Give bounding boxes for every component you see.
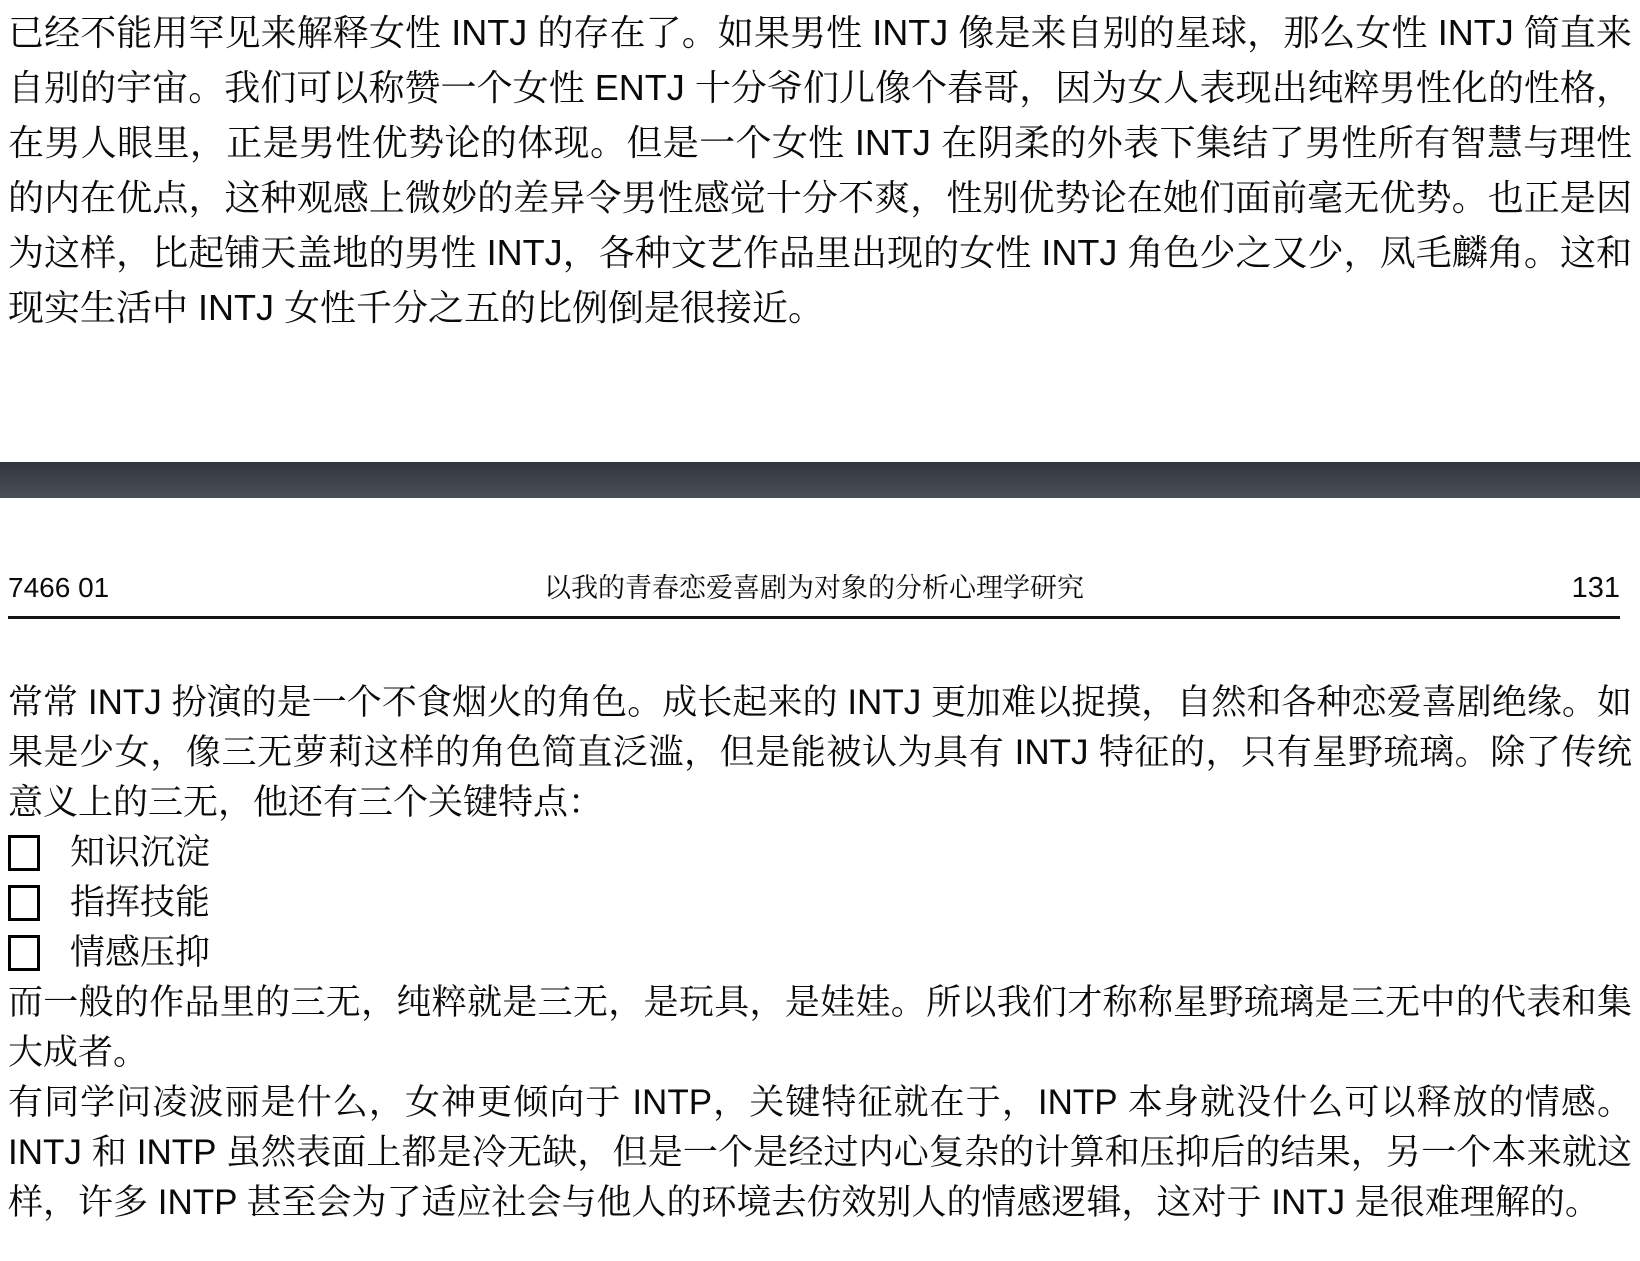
header-page-number: 131 <box>1571 572 1620 604</box>
page-header <box>8 566 1620 619</box>
empty-checkbox-icon <box>8 885 40 921</box>
header-title: 以我的青春恋爱喜剧为对象的分析心理学研究 <box>544 573 1084 603</box>
page-body <box>8 678 1632 1228</box>
paragraph-intj-roles: 常常 INTJ 扮演的是一个不食烟火的角色。成长起来的 INTJ 更加难以捉摸，自然和各种恋爱喜剧绝缘。如果是少女，像三无萝莉这样的角色简直泛滥，但是能被认为具有 INTJ 特征的，只有星野琉璃。除了传统意义上的三无，他还有三个关键特点： <box>8 683 1632 822</box>
trait-label: 指挥技能 <box>70 883 211 922</box>
paragraph-intp-comparison: 有同学问凌波丽是什么，女神更倾向于 INTP，关键特征就在于，INTP 本身就没什么可以释放的情感。INTJ 和 INTP 虽然表面上都是冷无缺，但是一个是经过内心复杂的计算和压抑后的结果，另一个本来就这样，许多 INTP 甚至会为了适应社会与他人的环境去仿效别人的情感逻辑，这对于 INTJ 是很难理解的。 <box>8 1083 1632 1222</box>
trait-list <box>8 828 1632 978</box>
previous-page-paragraph: 已经不能用罕见来解释女性 INTJ 的存在了。如果男性 INTJ 像是来自别的星球，那么女性 INTJ 简直来自别的宇宙。我们可以称赞一个女性 ENTJ 十分爷们儿像个春哥，因为女人表现出纯粹男性化的性格，在男人眼里，正是男性优势论的体现。但是一个女性 INTJ 在阴柔的外表下集结了男性所有智慧与理性的内在优点，这种观感上微妙的差异令男性感觉十分不爽，性别优势论在她们面前毫无优势。也正是因为这样，比起铺天盖地的男性 INTJ，各种文艺作品里出现的女性 INTJ 角色少之又少，凤毛麟角。这和现实生活中 INTJ 女性千分之五的比例倒是很接近。 <box>8 12 1632 328</box>
empty-checkbox-icon <box>8 935 40 971</box>
paragraph-sanwu-representative: 而一般的作品里的三无，纯粹就是三无，是玩具，是娃娃。所以我们才称称星野琉璃是三无中的代表和集大成者。 <box>8 983 1632 1072</box>
trait-label: 知识沉淀 <box>70 833 211 872</box>
trait-item <box>8 828 1632 878</box>
header-doc-number: 7466 01 <box>8 572 110 603</box>
trait-label: 情感压抑 <box>70 933 211 972</box>
trait-item <box>8 928 1632 978</box>
page-separator-bar <box>0 462 1640 498</box>
trait-item <box>8 878 1632 928</box>
empty-checkbox-icon <box>8 835 40 871</box>
